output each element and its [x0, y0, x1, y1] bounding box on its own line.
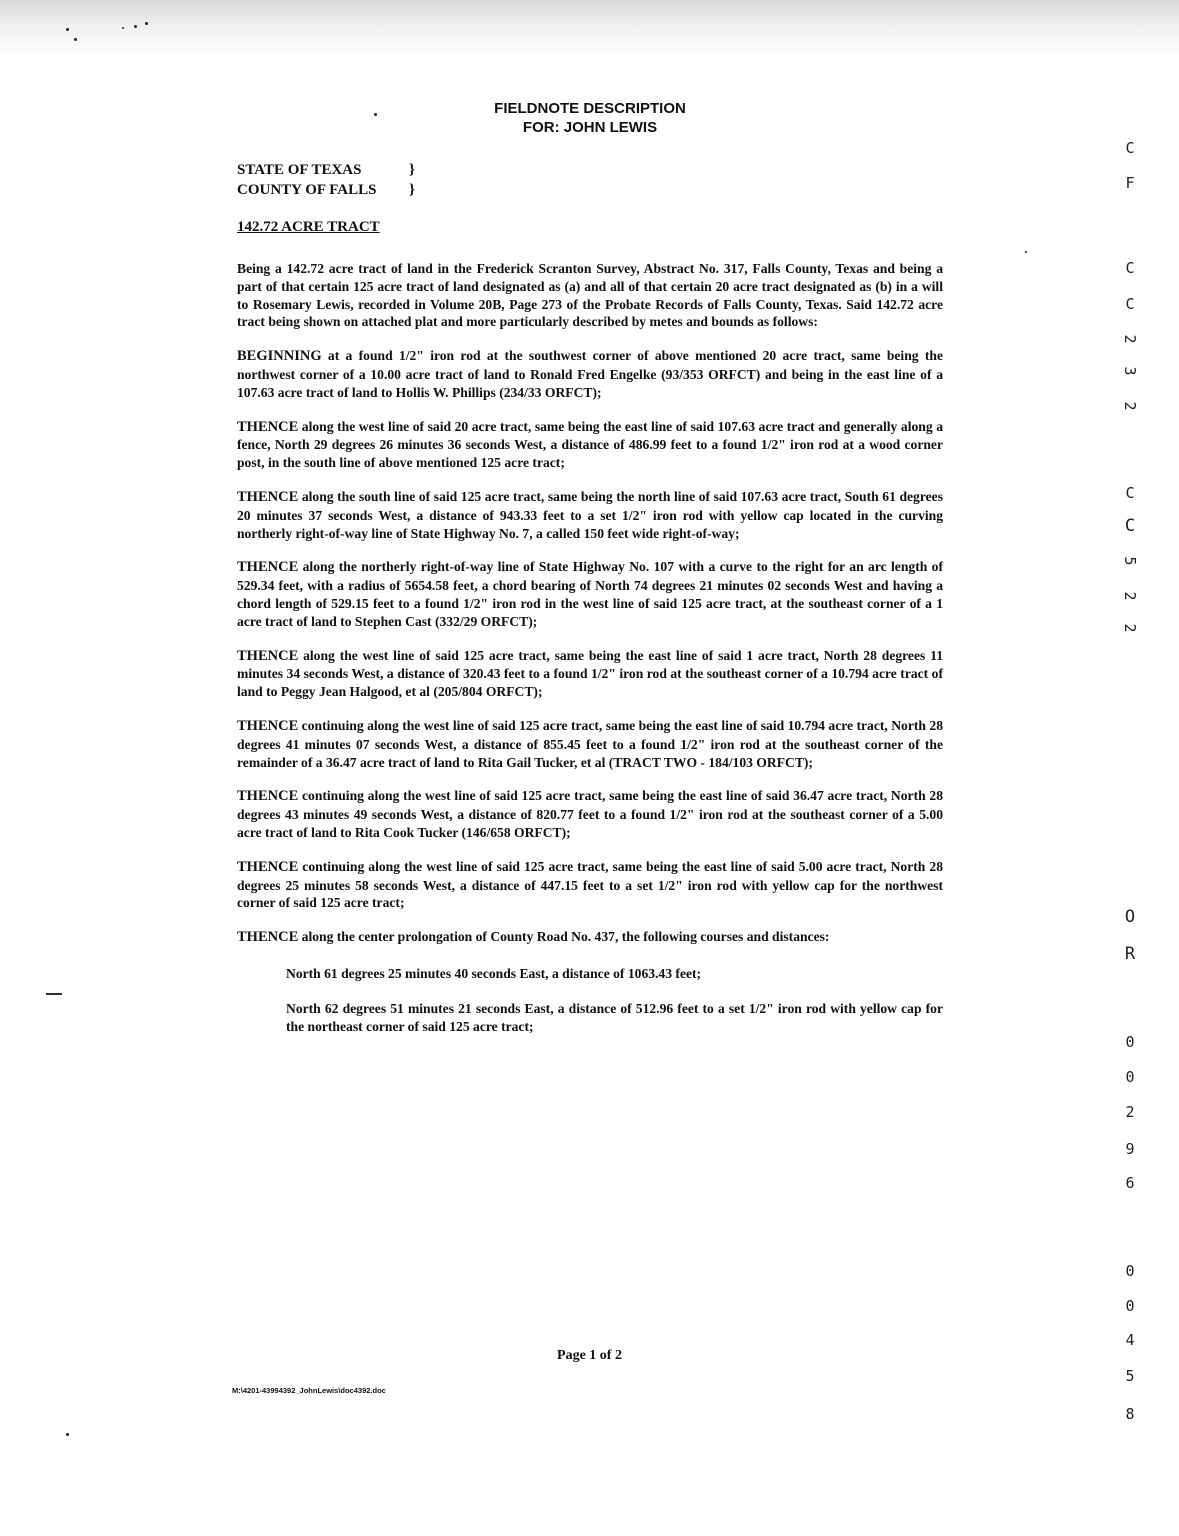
sub-course-list: [237, 965, 943, 1035]
state-label: STATE OF TEXAS: [237, 162, 362, 178]
stamp-char: 0: [1125, 1262, 1135, 1280]
course-keyword: THENCE: [237, 418, 299, 435]
course-text: continuing along the west line of said 125 acre tract, same being the east line of said 10.794 acre tract, North 28 degrees 41 minutes 07 seconds West, a distance of 855.45 feet to a found 1/2" iron rod at the southeast corner of the remainder of a 36.47 acre tract of land to Rita Gail Tucker, et al (TRACT TWO - 184/103 ORFCT);: [237, 717, 943, 770]
course-keyword: BEGINNING: [237, 348, 322, 365]
course-keyword: THENCE: [237, 647, 299, 664]
course-paragraph: [237, 418, 943, 472]
stamp-char: 0: [1125, 1297, 1135, 1315]
course-text: along the south line of said 125 acre tract, same being the north line of said 107.63 acre tract, South 61 degrees 20 minutes 37 seconds West, a distance of 943.33 feet to a set 1/2" iron rod with yellow cap located in the curving northerly right-of-way line of State Highway No. 7, a called 150 feet wide right-of-way;: [237, 488, 943, 541]
course-keyword: THENCE: [237, 559, 299, 576]
stamp-char: 9: [1125, 1140, 1135, 1158]
course-keyword: THENCE: [237, 488, 299, 505]
caption-bracket: }: [409, 182, 415, 198]
scan-speck: [1025, 251, 1027, 253]
course-keyword: THENCE: [237, 858, 299, 875]
stamp-char: F: [1125, 174, 1135, 192]
scan-speck: [74, 38, 77, 41]
course-paragraph: [237, 347, 943, 401]
course-text: along the west line of said 125 acre tract, same being the east line of said 1 acre tract, North 28 degrees 11 minutes 34 seconds West, a distance of 320.43 feet to a found 1/2" iron rod at the southeast corner of a 10.794 acre tract of land to Peggy Jean Halgood, et al (205/804 ORFCT);: [237, 647, 943, 700]
course-paragraph: [237, 717, 943, 771]
stamp-char: 0: [1125, 1033, 1135, 1051]
scan-speck: [66, 28, 69, 31]
stamp-char: 4: [1125, 1331, 1135, 1349]
course-paragraph: [237, 858, 943, 912]
scan-speck: [134, 25, 137, 28]
course-paragraph: [237, 488, 943, 542]
course-paragraph: [237, 787, 943, 841]
course-paragraph: [237, 647, 943, 701]
stamp-char: R: [1124, 944, 1136, 964]
course-text: continuing along the west line of said 125 acre tract, same being the east line of said 5.00 acre tract, North 28 degrees 25 minutes 58 seconds West, a distance of 447.15 feet to a set 1/2" iron rod with yellow cap for the northwest corner of said 125 acre tract;: [237, 858, 943, 911]
course-text: at a found 1/2" iron rod at the southwest corner of above mentioned 20 acre tract, same being the northwest corner of a 10.00 acre tract of land to Ronald Fred Engelke (93/353 ORFCT) and being in the east line of a 107.63 acre tract of land to Hollis W. Phillips (234/33 ORFCT);: [237, 348, 943, 400]
stamp-char: C: [1125, 484, 1135, 502]
fieldnote-body: [237, 260, 943, 1052]
sub-course: North 62 degrees 51 minutes 21 seconds East, a distance of 512.96 feet to a set 1/2" iron rod with yellow cap for the northeast corner of said 125 acre tract;: [286, 1000, 943, 1034]
scan-shadow: [0, 0, 1179, 60]
scan-speck: [374, 113, 377, 116]
scan-mark: [46, 993, 62, 995]
course-text: along the west line of said 20 acre tract, same being the east line of said 107.63 acre tract and generally along a fence, North 29 degrees 26 minutes 36 seconds West, a distance of 486.99 feet to a found 1/2" iron rod at a wood corner post, in the south line of above mentioned 125 acre tract;: [237, 418, 943, 471]
county-label: COUNTY OF FALLS: [237, 182, 377, 198]
course-keyword: THENCE: [237, 717, 299, 734]
stamp-char: 5: [1125, 1367, 1135, 1385]
stamp-char: C: [1125, 259, 1135, 277]
stamp-char: C: [1125, 139, 1135, 157]
course-paragraph: [237, 928, 943, 947]
stamp-char: C: [1124, 516, 1136, 536]
caption-bracket: }: [409, 162, 415, 178]
course-paragraph: [237, 558, 943, 630]
scan-speck: [66, 1433, 69, 1436]
scan-speck: [122, 27, 124, 29]
document-subtitle: FOR: JOHN LEWIS: [522, 119, 658, 136]
stamp-char: 6: [1125, 1174, 1135, 1192]
course-text: along the center prolongation of County Road No. 437, the following courses and distances:: [298, 929, 830, 945]
stamp-char: O: [1124, 907, 1136, 927]
stamp-char: 2: [1121, 401, 1139, 411]
intro-paragraph: Being a 142.72 acre tract of land in the Frederick Scranton Survey, Abstract No. 317, Falls County, Texas and being a part of that certain 125 acre tract of land designated as (a) and all of that certain 20 acre tract designated as (b) in a will to Rosemary Lewis, recorded in Volume 20B, Page 273 of the Probate Records of Falls County, Texas. Said 142.72 acre tract being shown on attached plat and more particularly described by metes and bounds as follows:: [237, 261, 943, 330]
recording-stamp: [1110, 0, 1150, 1536]
document-title: FIELDNOTE DESCRIPTION: [494, 100, 686, 117]
scan-speck: [145, 22, 148, 25]
stamp-char: 2: [1121, 591, 1139, 601]
course-text: continuing along the west line of said 125 acre tract, same being the east line of said 36.47 acre tract, North 28 degrees 43 minutes 49 seconds West, a distance of 820.77 feet to a found 1/2" iron rod at the southeast corner of a 5.00 acre tract of land to Rita Cook Tucker (146/658 ORFCT);: [237, 788, 943, 840]
page-number: Page 1 of 2: [557, 1348, 622, 1363]
stamp-char: 0: [1125, 1068, 1135, 1086]
stamp-char: 2: [1125, 1103, 1135, 1121]
document-header: [380, 99, 800, 137]
stamp-char: 3: [1121, 366, 1139, 376]
course-text: along the northerly right-of-way line of State Highway No. 107 with a curve to the right for an arc length of 529.34 feet, with a radius of 5654.58 feet, a chord bearing of North 74 degrees 21 minutes 02 seconds West and having a chord length of 529.15 feet to a found 1/2" iron rod in the west line of said 125 acre tract, at the southeast corner of a 1 acre tract of land to Stephen Cast (332/29 ORFCT);: [237, 559, 943, 629]
stamp-char: 2: [1121, 623, 1139, 633]
course-keyword: THENCE: [237, 929, 299, 946]
stamp-char: 5: [1121, 556, 1139, 566]
sub-course: North 61 degrees 25 minutes 40 seconds East, a distance of 1063.43 feet;: [286, 965, 702, 981]
stamp-char: C: [1125, 295, 1135, 313]
course-keyword: THENCE: [237, 788, 299, 805]
stamp-char: 8: [1125, 1405, 1135, 1423]
tract-heading: 142.72 ACRE TRACT: [237, 219, 380, 235]
file-path: M:\4201-43994392_JohnLewis\doc4392.doc: [232, 1386, 386, 1395]
jurisdiction-caption: [237, 160, 415, 200]
stamp-char: 2: [1121, 334, 1139, 344]
